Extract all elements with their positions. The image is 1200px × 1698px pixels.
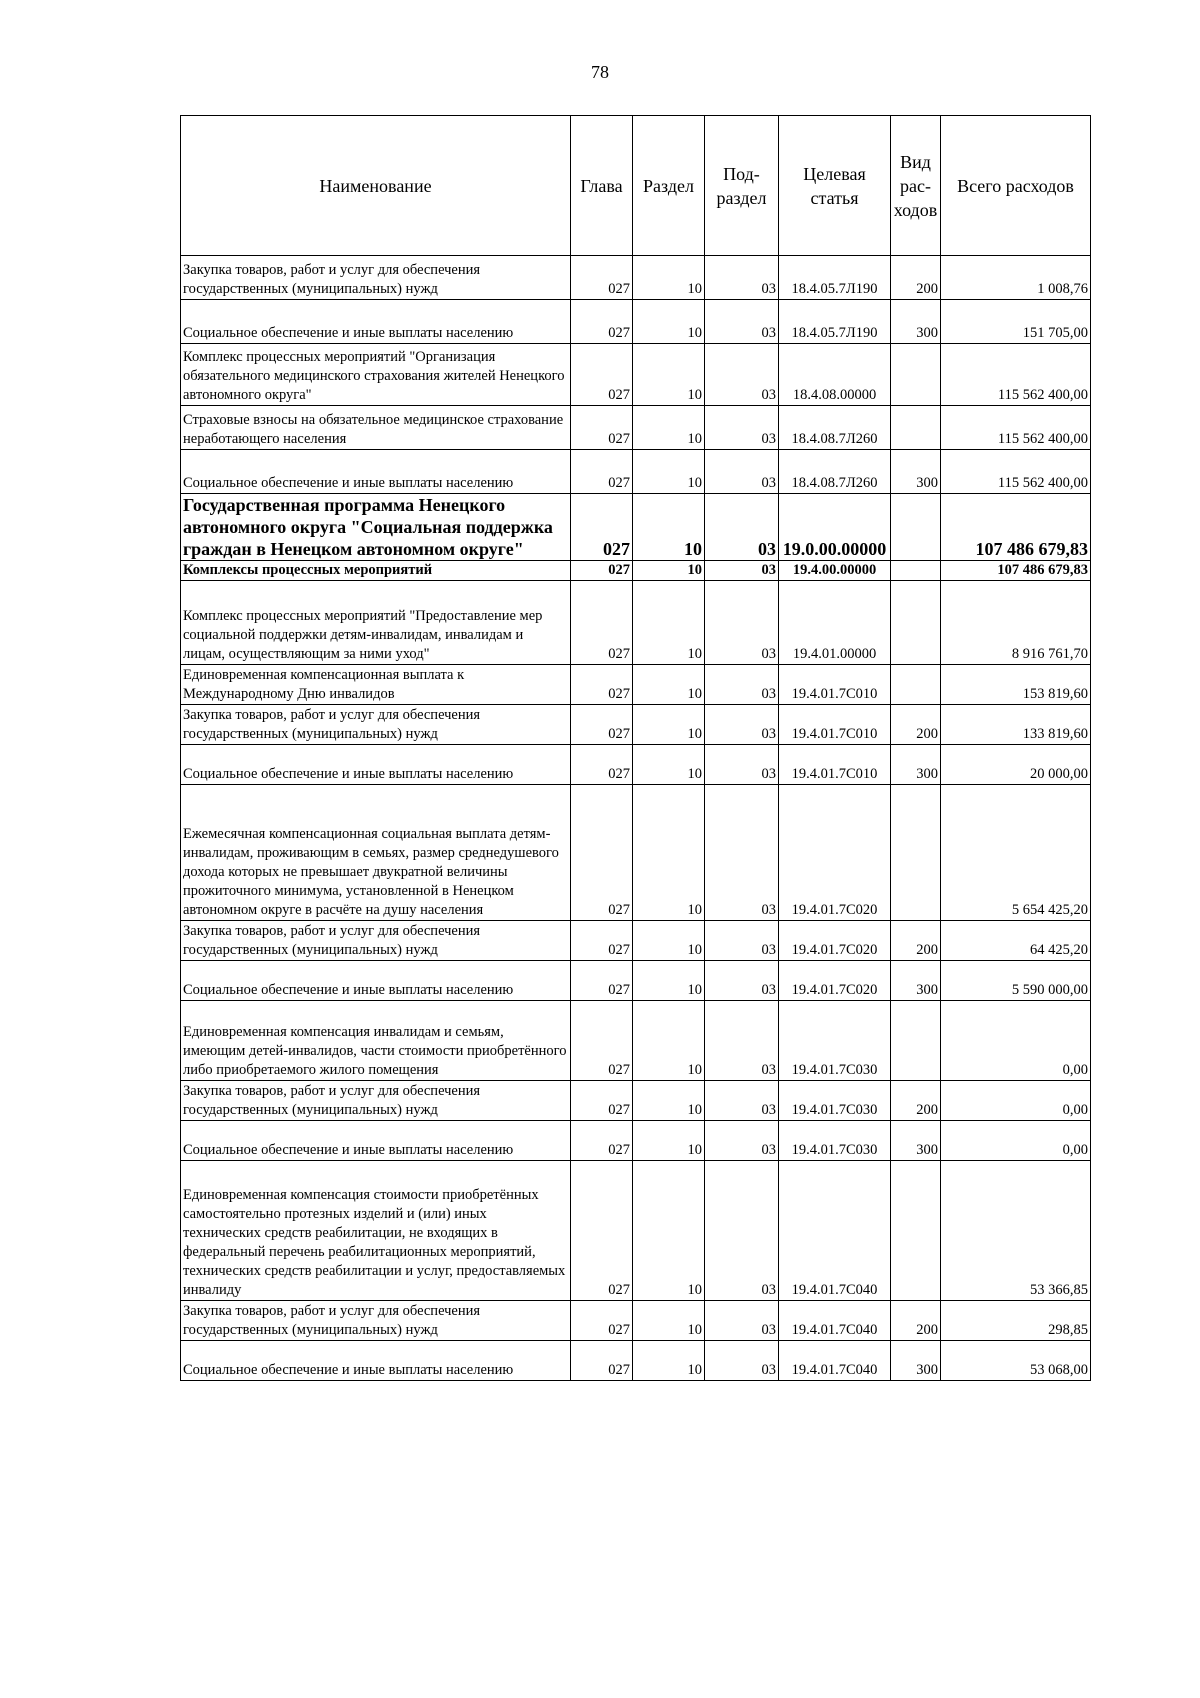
cell-subsection: 03 xyxy=(705,1161,779,1301)
cell-type xyxy=(891,406,941,450)
cell-type: 300 xyxy=(891,961,941,1001)
cell-total: 115 562 400,00 xyxy=(941,450,1091,494)
cell-type xyxy=(891,665,941,705)
cell-total: 8 916 761,70 xyxy=(941,581,1091,665)
cell-total: 151 705,00 xyxy=(941,300,1091,344)
header-name: Наименование xyxy=(181,116,571,256)
cell-section: 10 xyxy=(633,1341,705,1381)
cell-type: 200 xyxy=(891,921,941,961)
cell-chapter: 027 xyxy=(571,665,633,705)
cell-subsection: 03 xyxy=(705,1121,779,1161)
cell-chapter: 027 xyxy=(571,1341,633,1381)
cell-type: 300 xyxy=(891,745,941,785)
header-subsection: Под- раздел xyxy=(705,116,779,256)
cell-subsection: 03 xyxy=(705,745,779,785)
cell-name: Социальное обеспечение и иные выплаты населению xyxy=(181,1121,571,1161)
cell-name: Закупка товаров, работ и услуг для обеспечения государственных (муниципальных) нужд xyxy=(181,256,571,300)
cell-name: Закупка товаров, работ и услуг для обеспечения государственных (муниципальных) нужд xyxy=(181,1301,571,1341)
cell-section: 10 xyxy=(633,581,705,665)
cell-section: 10 xyxy=(633,1001,705,1081)
table-row xyxy=(181,406,1091,450)
cell-total: 153 819,60 xyxy=(941,665,1091,705)
cell-chapter: 027 xyxy=(571,406,633,450)
cell-target: 19.4.01.7С010 xyxy=(779,665,891,705)
cell-chapter: 027 xyxy=(571,705,633,745)
cell-chapter: 027 xyxy=(571,921,633,961)
cell-target: 19.4.01.7С010 xyxy=(779,705,891,745)
table-row xyxy=(181,300,1091,344)
cell-section: 10 xyxy=(633,785,705,921)
header-section: Раздел xyxy=(633,116,705,256)
cell-chapter: 027 xyxy=(571,1121,633,1161)
table-row xyxy=(181,1121,1091,1161)
cell-subsection: 03 xyxy=(705,1341,779,1381)
cell-target: 19.4.01.00000 xyxy=(779,581,891,665)
cell-total: 0,00 xyxy=(941,1121,1091,1161)
header-total: Всего расходов xyxy=(941,116,1091,256)
cell-type xyxy=(891,561,941,581)
cell-name: Государственная программа Ненецкого автономного округа "Социальная поддержка граждан в Ненецком автономном округе" xyxy=(181,494,571,561)
cell-name: Закупка товаров, работ и услуг для обеспечения государственных (муниципальных) нужд xyxy=(181,705,571,745)
cell-subsection: 03 xyxy=(705,961,779,1001)
cell-type xyxy=(891,1001,941,1081)
cell-target: 18.4.08.7Л260 xyxy=(779,450,891,494)
cell-target: 19.4.01.7С040 xyxy=(779,1161,891,1301)
cell-chapter: 027 xyxy=(571,1001,633,1081)
cell-name: Единовременная компенсация стоимости приобретённых самостоятельно протезных изделий и (или) иных технических средств реабилитации, не входящих в федеральный перечень реабилитационных мероприятий, технических средств реабилитации и услуг, предоставляемых инвалиду xyxy=(181,1161,571,1301)
cell-total: 107 486 679,83 xyxy=(941,494,1091,561)
table-row xyxy=(181,450,1091,494)
cell-type: 300 xyxy=(891,450,941,494)
cell-section: 10 xyxy=(633,745,705,785)
cell-section: 10 xyxy=(633,344,705,406)
cell-name: Страховые взносы на обязательное медицинское страхование неработающего населения xyxy=(181,406,571,450)
cell-section: 10 xyxy=(633,561,705,581)
cell-total: 64 425,20 xyxy=(941,921,1091,961)
cell-subsection: 03 xyxy=(705,921,779,961)
cell-chapter: 027 xyxy=(571,494,633,561)
cell-target: 18.4.05.7Л190 xyxy=(779,256,891,300)
cell-type: 300 xyxy=(891,300,941,344)
cell-name: Закупка товаров, работ и услуг для обеспечения государственных (муниципальных) нужд xyxy=(181,1081,571,1121)
cell-type xyxy=(891,344,941,406)
cell-total: 107 486 679,83 xyxy=(941,561,1091,581)
table-row xyxy=(181,1161,1091,1301)
cell-section: 10 xyxy=(633,450,705,494)
cell-subsection: 03 xyxy=(705,300,779,344)
cell-subsection: 03 xyxy=(705,256,779,300)
cell-section: 10 xyxy=(633,1161,705,1301)
cell-type: 200 xyxy=(891,705,941,745)
cell-section: 10 xyxy=(633,1121,705,1161)
cell-type: 200 xyxy=(891,1081,941,1121)
cell-target: 18.4.08.00000 xyxy=(779,344,891,406)
table-row xyxy=(181,961,1091,1001)
cell-target: 19.0.00.00000 xyxy=(779,494,891,561)
cell-total: 0,00 xyxy=(941,1001,1091,1081)
cell-name: Комплекс процессных мероприятий "Организация обязательного медицинского страхования жителей Ненецкого автономного округа" xyxy=(181,344,571,406)
cell-target: 19.4.01.7С020 xyxy=(779,785,891,921)
cell-target: 19.4.01.7С030 xyxy=(779,1001,891,1081)
cell-target: 19.4.01.7С010 xyxy=(779,745,891,785)
header-target: Целевая статья xyxy=(779,116,891,256)
cell-target: 19.4.00.00000 xyxy=(779,561,891,581)
page-number: 78 xyxy=(591,62,609,82)
cell-chapter: 027 xyxy=(571,300,633,344)
cell-total: 5 590 000,00 xyxy=(941,961,1091,1001)
cell-name: Социальное обеспечение и иные выплаты населению xyxy=(181,300,571,344)
cell-name: Социальное обеспечение и иные выплаты населению xyxy=(181,961,571,1001)
cell-total: 0,00 xyxy=(941,1081,1091,1121)
cell-subsection: 03 xyxy=(705,561,779,581)
cell-target: 18.4.05.7Л190 xyxy=(779,300,891,344)
table-row xyxy=(181,921,1091,961)
cell-subsection: 03 xyxy=(705,1081,779,1121)
cell-type xyxy=(891,1161,941,1301)
cell-total: 1 008,76 xyxy=(941,256,1091,300)
cell-subsection: 03 xyxy=(705,344,779,406)
cell-section: 10 xyxy=(633,921,705,961)
cell-total: 115 562 400,00 xyxy=(941,406,1091,450)
cell-section: 10 xyxy=(633,665,705,705)
cell-name: Комплексы процессных мероприятий xyxy=(181,561,571,581)
header-expense-type: Вид рас- ходов xyxy=(891,116,941,256)
cell-type xyxy=(891,494,941,561)
cell-chapter: 027 xyxy=(571,961,633,1001)
cell-total: 115 562 400,00 xyxy=(941,344,1091,406)
cell-section: 10 xyxy=(633,494,705,561)
cell-name: Социальное обеспечение и иные выплаты населению xyxy=(181,745,571,785)
cell-section: 10 xyxy=(633,300,705,344)
table-row xyxy=(181,561,1091,581)
cell-subsection: 03 xyxy=(705,494,779,561)
cell-target: 19.4.01.7С040 xyxy=(779,1341,891,1381)
cell-subsection: 03 xyxy=(705,1001,779,1081)
cell-subsection: 03 xyxy=(705,406,779,450)
table-row xyxy=(181,494,1091,561)
cell-section: 10 xyxy=(633,256,705,300)
cell-chapter: 027 xyxy=(571,785,633,921)
cell-chapter: 027 xyxy=(571,745,633,785)
cell-chapter: 027 xyxy=(571,344,633,406)
cell-chapter: 027 xyxy=(571,1301,633,1341)
table-row xyxy=(181,1341,1091,1381)
cell-chapter: 027 xyxy=(571,1081,633,1121)
table-row xyxy=(181,665,1091,705)
cell-name: Единовременная компенсационная выплата к Международному Дню инвалидов xyxy=(181,665,571,705)
cell-subsection: 03 xyxy=(705,1301,779,1341)
cell-chapter: 027 xyxy=(571,450,633,494)
cell-name: Комплекс процессных мероприятий "Предоставление мер социальной поддержки детям-инвалидам, инвалидам и лицам, осуществляющим за ними уход" xyxy=(181,581,571,665)
cell-total: 53 068,00 xyxy=(941,1341,1091,1381)
budget-table xyxy=(180,115,1091,1381)
cell-subsection: 03 xyxy=(705,785,779,921)
cell-target: 19.4.01.7С030 xyxy=(779,1081,891,1121)
cell-section: 10 xyxy=(633,961,705,1001)
cell-name: Единовременная компенсация инвалидам и семьям, имеющим детей-инвалидов, части стоимости приобретённого либо приобретаемого жилого помещения xyxy=(181,1001,571,1081)
cell-section: 10 xyxy=(633,406,705,450)
cell-chapter: 027 xyxy=(571,1161,633,1301)
cell-subsection: 03 xyxy=(705,665,779,705)
cell-chapter: 027 xyxy=(571,256,633,300)
table-row xyxy=(181,785,1091,921)
cell-total: 298,85 xyxy=(941,1301,1091,1341)
cell-subsection: 03 xyxy=(705,450,779,494)
cell-chapter: 027 xyxy=(571,581,633,665)
cell-target: 19.4.01.7С020 xyxy=(779,961,891,1001)
cell-type: 200 xyxy=(891,256,941,300)
cell-type: 200 xyxy=(891,1301,941,1341)
cell-type: 300 xyxy=(891,1121,941,1161)
cell-target: 18.4.08.7Л260 xyxy=(779,406,891,450)
table-row xyxy=(181,1081,1091,1121)
table-row xyxy=(181,1001,1091,1081)
cell-target: 19.4.01.7С030 xyxy=(779,1121,891,1161)
cell-chapter: 027 xyxy=(571,561,633,581)
header-chapter: Глава xyxy=(571,116,633,256)
cell-type: 300 xyxy=(891,1341,941,1381)
cell-total: 20 000,00 xyxy=(941,745,1091,785)
cell-total: 5 654 425,20 xyxy=(941,785,1091,921)
table-row xyxy=(181,581,1091,665)
table-header-row xyxy=(181,116,1091,256)
table-row xyxy=(181,1301,1091,1341)
cell-name: Ежемесячная компенсационная социальная выплата детям-инвалидам, проживающим в семьях, размер среднедушевого дохода которых не превышает двукратной величины прожиточного минимума, установленной в Ненецком автономном округе в расчёте на душу населения xyxy=(181,785,571,921)
table-row xyxy=(181,705,1091,745)
cell-target: 19.4.01.7С020 xyxy=(779,921,891,961)
cell-section: 10 xyxy=(633,1301,705,1341)
cell-type xyxy=(891,785,941,921)
cell-name: Социальное обеспечение и иные выплаты населению xyxy=(181,1341,571,1381)
cell-subsection: 03 xyxy=(705,581,779,665)
cell-section: 10 xyxy=(633,705,705,745)
table-row xyxy=(181,745,1091,785)
cell-section: 10 xyxy=(633,1081,705,1121)
table-row xyxy=(181,256,1091,300)
table-row xyxy=(181,344,1091,406)
cell-total: 133 819,60 xyxy=(941,705,1091,745)
cell-name: Закупка товаров, работ и услуг для обеспечения государственных (муниципальных) нужд xyxy=(181,921,571,961)
cell-type xyxy=(891,581,941,665)
cell-subsection: 03 xyxy=(705,705,779,745)
cell-name: Социальное обеспечение и иные выплаты населению xyxy=(181,450,571,494)
cell-target: 19.4.01.7С040 xyxy=(779,1301,891,1341)
cell-total: 53 366,85 xyxy=(941,1161,1091,1301)
